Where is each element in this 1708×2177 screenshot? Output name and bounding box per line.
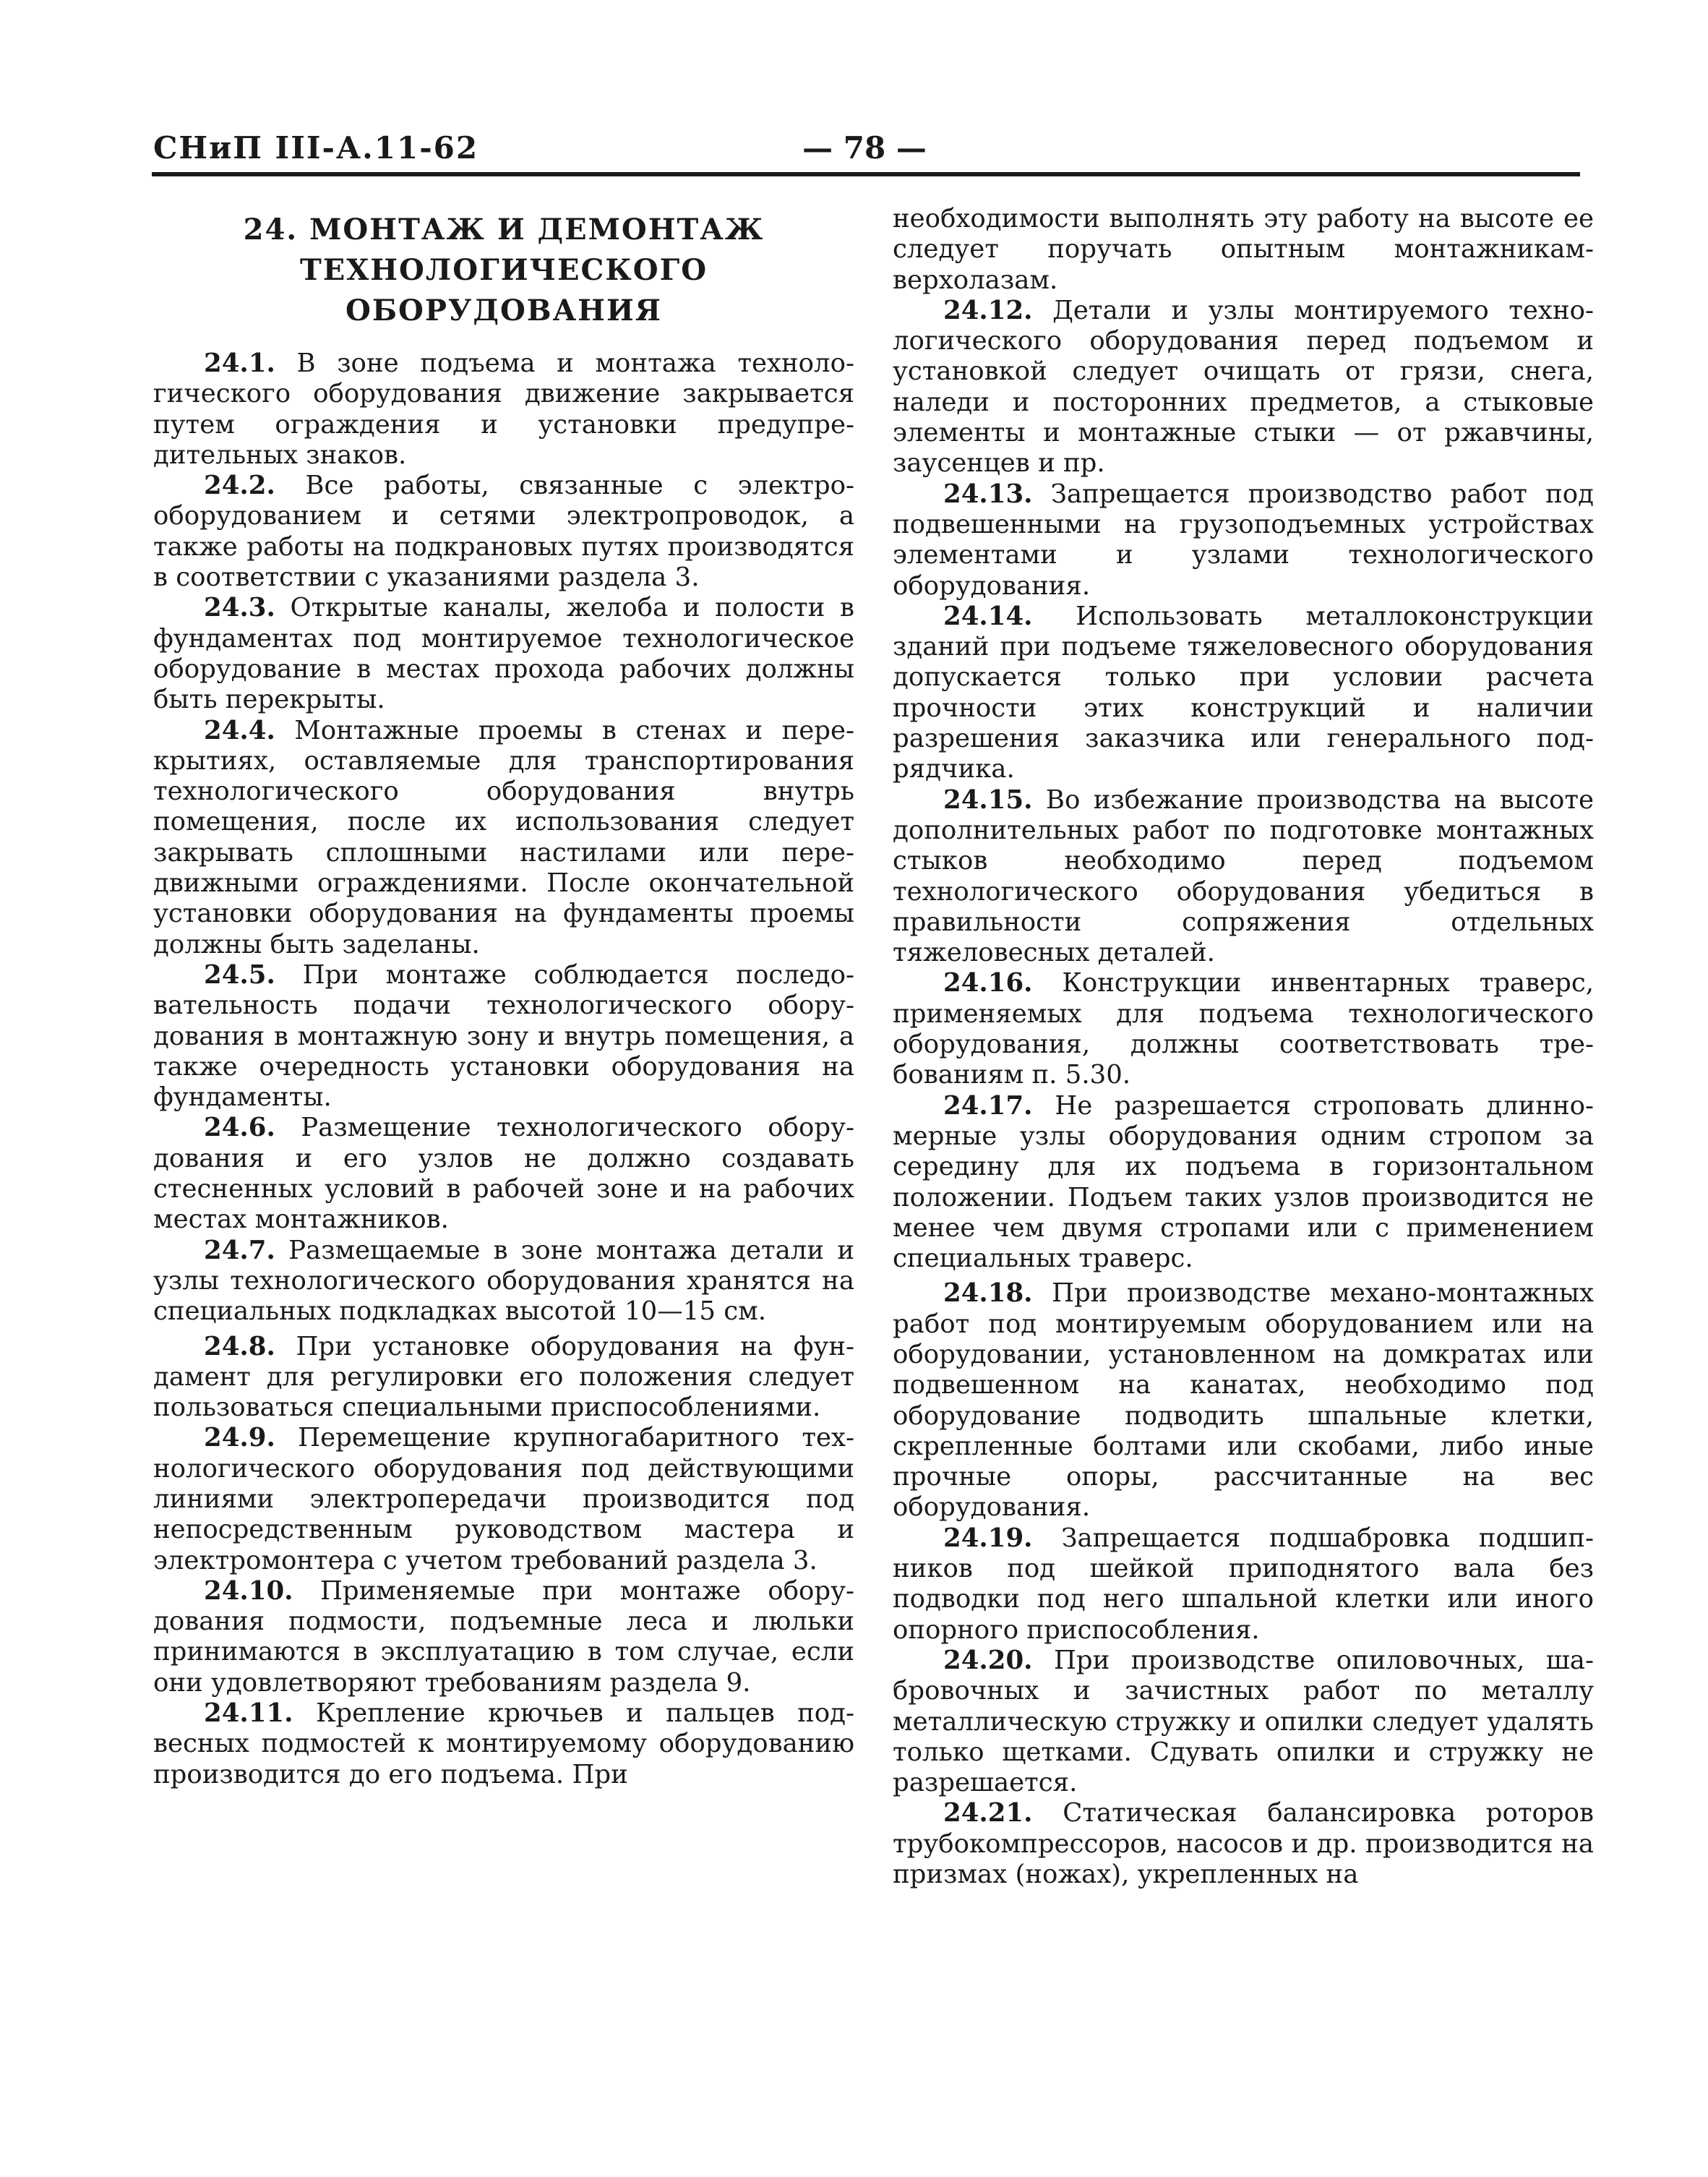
clause-text: Детали и узлы монтируемого технологического оборудования перед подъемом и установкой следует очищать от грязи, снега, наледи и посторонних предметов, а стыковые элементы и монтажные стыки — от ржавчины, заусенцев и пр. — [893, 295, 1594, 479]
clause-24-13 — [893, 479, 1594, 602]
header-rule — [152, 172, 1580, 176]
clause-text: Все работы, связанные с электрооборудованием и сетями электропроводок, а также работы на подкрановых путях производятся в соответствии с указаниями раздела 3. — [153, 471, 854, 593]
section-title-line-1: 24. МОНТАЖ И ДЕМОНТАЖ — [243, 213, 765, 247]
clause-number: 24.16. — [943, 968, 1033, 998]
clause-number: 24.14. — [943, 601, 1033, 631]
clause-number: 24.13. — [943, 479, 1033, 509]
clause-text: При производстве механо-монтажных работ под монтируемым оборудованием или на оборудовании, установленном на домкратах или подвешенном на канатах, необходимо под оборудование подводить шпальные клетки, скрепленные болтами или скобами, либо иные прочные опоры, рассчитанные на вес оборудования. — [893, 1278, 1594, 1523]
right-column — [893, 204, 1594, 1890]
document-code: СНиП III-А.11-62 — [153, 130, 479, 166]
clause-text: Размещение технологического оборудования и его узлов не должно создавать стесненных условий в рабочей зоне и на рабочих местах монтажников. — [153, 1113, 854, 1235]
clause-24-17 — [893, 1091, 1594, 1275]
clause-number: 24.11. — [204, 1698, 293, 1729]
clause-text: Конструкции инвентарных траверс, применяемых для подъема технологического оборудования, должны соответствовать требованиям п. 5.30. — [893, 968, 1594, 1090]
clause-number: 24.5. — [204, 959, 275, 990]
clause-text: Запрещается подшабровка подшипников под шейкой приподнятого вала без подводки под него шпальной клетки или иного опорного приспособления. — [893, 1523, 1594, 1645]
clause-number: 24.6. — [204, 1113, 275, 1143]
clause-24-8 — [153, 1332, 854, 1424]
clause-text: При установке оборудования на фундамент для регулировки его положения следует пользоваться специальными приспособлениями. — [153, 1331, 854, 1423]
clause-24-4 — [153, 716, 854, 960]
page-header — [153, 130, 1576, 172]
clause-number: 24.19. — [943, 1523, 1033, 1553]
clause-text: Открытые каналы, желоба и полости в фундаментах под монтируемое технологическое оборудование в местах прохода рабочих должны быть перекрыты. — [153, 593, 854, 715]
clause-text: В зоне подъема и монтажа технологического оборудования движение закрывается путем ограждения и установки предупредительных знаков. — [153, 348, 854, 470]
clause-number: 24.21. — [943, 1798, 1033, 1829]
clause-number: 24.20. — [943, 1645, 1033, 1675]
clause-text: При монтаже соблюдается последовательность подачи технологического оборудования в монтажную зону и внутрь помещения, а также очередность установки оборудования на фундаменты. — [153, 959, 854, 1113]
clause-24-3 — [153, 593, 854, 715]
clause-number: 24.10. — [204, 1575, 293, 1606]
clause-text: Во избежание производства на высоте дополнительных работ по подготовке монтажных стыков необходимо перед подъемом технологического оборудования убедиться в правильности сопряжения отдельных тяжеловесных деталей. — [893, 784, 1595, 968]
clause-24-12 — [893, 296, 1594, 479]
clause-number: 24.12. — [943, 295, 1033, 325]
clause-24-1 — [153, 348, 854, 471]
clause-24-15 — [893, 785, 1594, 969]
clause-text: Крепление крючьев и пальцев подвесных подмостей к монтируемому оборудованию производится до его подъема. При — [153, 1698, 854, 1789]
left-column — [153, 204, 854, 1790]
clause-number: 24.1. — [204, 348, 275, 378]
clause-text: Не разрешается строповать длинномерные узлы оборудования одним стропом за середину для их подъема в горизонтальном положении. Подъем таких узлов производится не менее чем двумя стропами или с применением специальных траверс. — [893, 1090, 1594, 1274]
clause-number: 24.2. — [204, 471, 275, 501]
clause-24-16 — [893, 968, 1594, 1090]
clause-24-11 — [153, 1698, 854, 1790]
clause-number: 24.7. — [204, 1235, 275, 1265]
clause-number: 24.18. — [943, 1278, 1033, 1309]
clause-number: 24.4. — [204, 715, 275, 745]
clause-24-19 — [893, 1523, 1594, 1646]
section-title — [153, 210, 854, 331]
clause-24-11-continuation: необходимости выполнять эту работу на высоте ее следует поручать опытным монтажникам-верхолазам. — [893, 204, 1594, 295]
clause-24-5 — [153, 960, 854, 1113]
clause-text: Размещаемые в зоне монтажа детали и узлы технологического оборудования хранятся на специальных подкладках высотой 10—15 см. — [153, 1235, 854, 1327]
clause-24-20 — [893, 1646, 1594, 1798]
clause-24-18 — [893, 1278, 1594, 1523]
clause-text: Запрещается производство работ под подвешенными на грузоподъемных устройствах элементами и узлами технологического оборудования. — [893, 479, 1594, 601]
clause-24-10 — [153, 1576, 854, 1698]
clause-24-7 — [153, 1236, 854, 1327]
clause-text: Использовать металлоконструкции зданий при подъеме тяжеловесного оборудования допускается только при условии расчета прочности этих конструкций и наличии разрешения заказчика или генерального подрядчика. — [893, 601, 1594, 784]
clause-text: Перемещение крупногабаритного технологического оборудования под действующими линиями электропередачи производится под непосредственным руководством мастера и электромонтера с учетом требований раздела 3. — [153, 1423, 854, 1575]
clause-number: 24.17. — [943, 1090, 1033, 1121]
page-number: — 78 — — [802, 130, 927, 166]
clause-24-14 — [893, 602, 1594, 785]
clause-text: Монтажные проемы в стенах и перекрытиях, оставляемые для транспортирования технологического оборудования внутрь помещения, после их использования следует закрывать сплошными настилами или передвижными ограждениями. После окончательной установки оборудования на фундаменты проемы должны быть заделаны. — [153, 715, 854, 959]
clause-24-2 — [153, 471, 854, 593]
clause-number: 24.15. — [943, 784, 1033, 815]
clause-number: 24.9. — [204, 1423, 275, 1453]
clause-24-21 — [893, 1798, 1594, 1890]
clause-text: Статическая балансировка роторов трубокомпрессоров, насосов и др. производится на призмах (ножах), укрепленных на — [893, 1798, 1594, 1890]
clause-text: При производстве опиловочных, шабровочных и зачистных работ по металлу металлическую стружку и опилки следует удалять только щетками. Сдувать опилки и стружку не разрешается. — [893, 1645, 1594, 1798]
clause-text: Применяемые при монтаже оборудования подмости, подъемные леса и люльки принимаются в эксплуатацию в том случае, если они удовлетворяют требованиям раздела 9. — [153, 1575, 854, 1698]
clause-number: 24.8. — [204, 1331, 275, 1361]
clause-number: 24.3. — [204, 593, 275, 623]
section-title-line-2: ТЕХНОЛОГИЧЕСКОГО ОБОРУДОВАНИЯ — [299, 253, 708, 328]
clause-24-9 — [153, 1423, 854, 1575]
clause-24-6 — [153, 1113, 854, 1235]
